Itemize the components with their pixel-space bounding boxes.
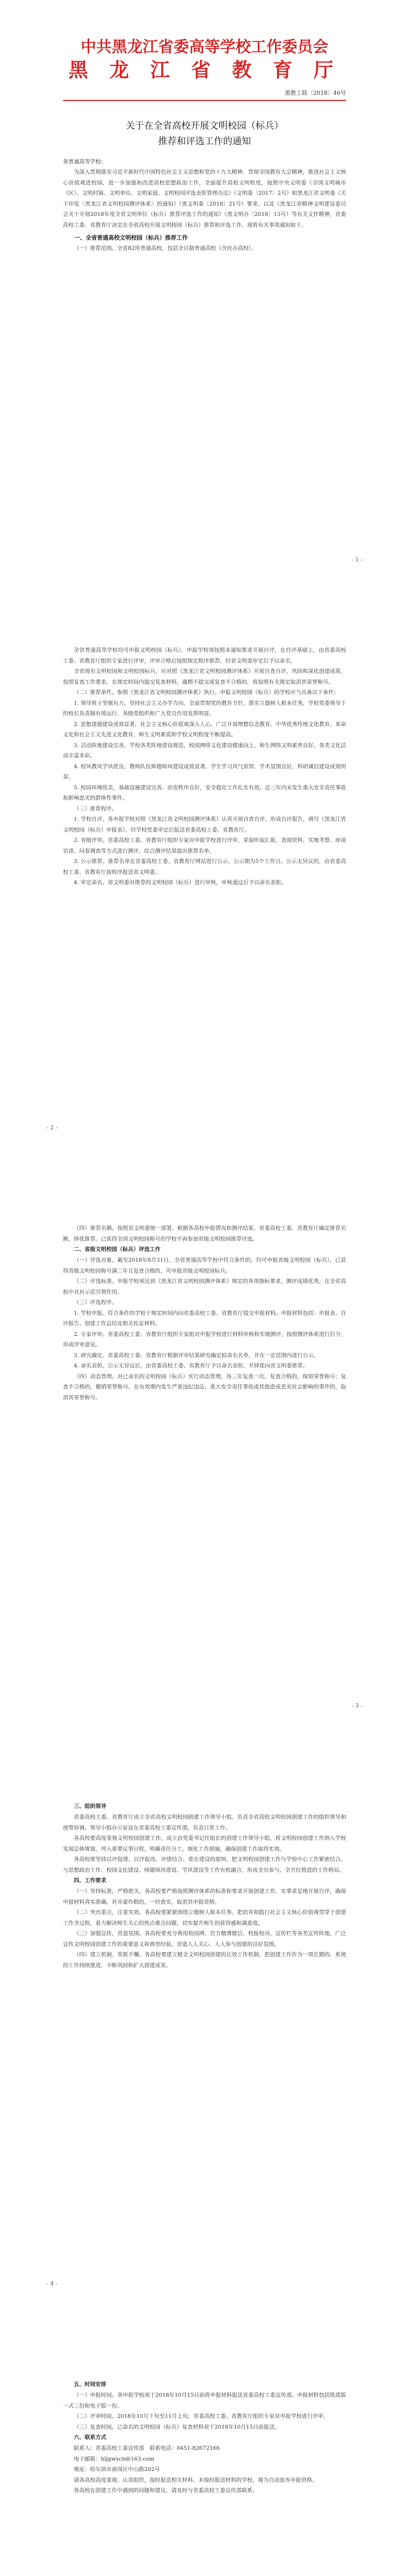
title-line-1: 关于在全省高校开展文明校园（标兵） [125, 121, 284, 131]
red-header-line1: 中共黑龙江省委高等学校工作委员会 [80, 38, 329, 56]
document-title [63, 118, 346, 149]
page-2 [0, 578, 409, 1156]
document-number: 黑教工联〔2018〕46号 [285, 90, 346, 96]
page-number: - 3 - [351, 1702, 363, 1709]
paragraph: （一）评选对象。截至2018年8月31日，全省普通高等学校中符合条件的，均可申报省级文明校园（标兵），已获得省级文明校园称号满三年且复查合格的，可申报省级文明校园标兵。 [63, 1257, 346, 1274]
paragraph: 全省普通高等学校均可申报文明校园（标兵），申报学校须按照本通知要求开展自评，在自评基础上，由省委高校工委、省教育厅组织专家进行评审，评审合格后按照规定程序推荐，经省文明委审定后予以命名。 [63, 647, 346, 664]
section-4-heading: 四、工作要求 [74, 1877, 106, 1884]
paragraph: （一）申报时间。各申报学校须于2018年10月15日前将申报材料报送省委高校工委宣传部。申报材料包括纸质版一式三份和电子版一份。 [63, 2392, 346, 2409]
section-3-heading: 三、组织领导 [74, 1803, 106, 1809]
page-number: - 2 - [46, 1124, 58, 1131]
paragraph: 请各高校高度重视，认真组织，按时报送相关材料。未按时报送材料的学校，视为自动放弃申报资格。 [74, 2477, 318, 2483]
paragraph: 1. 学校申报。符合条件的学校于规定时间内向省委高校工委、省教育厅提交申报材料。申报材料包括：申报表、自评报告、创建工作总结及相关佐证材料。 [63, 1310, 346, 1327]
title-line-2: 推荐和评选工作的通知 [158, 136, 251, 147]
paragraph: （二）评审时间。2018年10月下旬至11月上旬，省委高校工委、省教育厅组织专家对申报学校进行评审。 [74, 2413, 329, 2419]
contact-person: 联系人：省委高校工委宣传部 联系电话：0451-82672166 [74, 2445, 220, 2451]
paragraph: （二）评选标准。申报学校须达到《黑龙江省文明校园测评体系》规定的各项指标要求，测评成绩优秀，在全省高校中具有示范引领作用。 [63, 1278, 346, 1295]
paragraph: 3. 公示推荐。推荐名单在省委高校工委、省教育厅网站进行公示，公示期为5个工作日。公示无异议的，由省委高校工委、省教育厅按程序报送省文明委。 [63, 858, 346, 875]
paragraph: 1. 领导班子坚强有力，坚持社会主义办学方向，全面贯彻党的教育方针，落实立德树人根本任务，学校党委领导下的校长负责制有效运行，各级党组织和广大党员作用发挥明显。 [63, 700, 346, 717]
paragraph: 各高校要高度重视文明校园创建工作，成立由党委书记任组长的创建工作领导小组，将文明校园创建工作纳入学校发展总体规划，列入重要议事日程，明确责任分工，细化工作措施，确保创建工作取得实效。 [63, 1835, 346, 1852]
paragraph: （二）突出重点，注重实效。各高校要紧紧围绕立德树人根本任务，把培育和践行社会主义核心价值观贯穿于创建工作全过程，着力解决师生关心的热点难点问题，切实提升师生的获得感和满意度。 [63, 1909, 346, 1926]
paragraph: 4. 命名表彰。公示无异议后，由省委高校工委、省教育厅予以命名表彰，并择优向省文明委推荐。 [74, 1363, 308, 1369]
page-5 [0, 2312, 409, 2576]
section-1-scope: （一）推荐范围。全省82所普通高校，包括全日制普通高校（含民办高校）。 [74, 245, 257, 251]
section-6-heading: 六、联系方式 [74, 2434, 106, 2441]
page-3 [0, 1156, 409, 1734]
paragraph: （三）加强宣传，营造氛围。各高校要充分利用校园网、官方微博微信、校报校刊、宣传栏等各类宣传阵地，广泛宣传文明校园创建工作的重要意义和典型经验，营造人人关心、人人参与创建的良好氛围。 [63, 1930, 346, 1947]
section-2-heading: 二、省级文明校园（标兵）评选工作 [74, 1246, 160, 1252]
paragraph: （三）复查时间。已命名的文明校园（标兵）复查材料须于2018年10月15日前报送。 [74, 2424, 280, 2430]
page-4 [0, 1734, 409, 2312]
paragraph: （四）建立机制，常抓不懈。各高校要建立健全文明校园创建的长效工作机制，把创建工作作为一项长期的、系统的工作持续推进，不断巩固和扩大创建成果。 [63, 1952, 346, 1969]
page-number: - 4 - [46, 2280, 58, 2287]
contact-address: 地址：哈尔滨市南岗区中山路202号 [74, 2466, 160, 2472]
paragraph: 各高校要坚持以评促建、以评促改、评建结合、重在建设的原则，把文明校园创建工作与学校中心工作紧密结合，与思想政治工作、校园文化建设、师德师风建设、学风建设等工作有机融合，形成全员参与、全方位推进的工作格局。 [63, 1856, 346, 1873]
paragraph: （三）推荐程序。 [74, 805, 117, 812]
paragraph: 4. 校风教风学风优良，教师队伍师德师风建设成效显著，学生学习风气浓厚，学术氛围良好，科研诚信建设成效明显。 [63, 763, 346, 780]
paragraph: （四）推荐名额。按照省文明委统一部署，根据各高校申报情况和测评结果，省委高校工委、省教育厅确定推荐名额，择优推荐。已获得全国文明校园称号的学校不再参加省级文明校园推荐评选。 [63, 1225, 346, 1242]
paragraph: （三）评选程序。 [74, 1299, 117, 1306]
paragraph: 2. 省级评审。省委高校工委、省教育厅组织专家对申报学校进行评审，采取听取汇报、查阅资料、实地考察、座谈访谈、问卷调查等方式进行测评，综合测评结果提出推荐名单。 [63, 837, 346, 854]
paragraph: 5. 校园环境优美，基础设施建设完善，治安秩序良好，安全稳定工作扎实有效，近三年内未发生重大安全责任事故和影响恶劣的群体性事件。 [63, 784, 346, 801]
paragraph: 2. 专家评审。省委高校工委、省教育厅组织专家组对申报学校进行材料审核和实地测评，按照测评体系进行打分，形成评审意见。 [63, 1331, 346, 1348]
paragraph: 4. 审定命名。省文明委对推荐的文明校园（标兵）进行审核，审核通过后予以命名表彰。 [74, 879, 287, 886]
page-number: - 1 - [351, 556, 363, 563]
paragraph: 3. 研究确定。省委高校工委、省教育厅根据评审结果研究确定拟命名名单，并在一定范围内进行公示。 [74, 1352, 319, 1359]
paragraph: 1. 学校自评。各申报学校对照《黑龙江省文明校园测评体系》认真开展自查自评，形成自评报告，填写《黑龙江省文明校园（标兵）申报表》，经学校党委审定后报送省委高校工委、省教育厅。 [63, 816, 346, 833]
red-divider [63, 100, 346, 101]
section-5-heading: 五、时间安排 [74, 2381, 106, 2387]
paragraph: 省委高校工委、省教育厅成立全省高校文明校园创建工作领导小组，负责全省高校文明校园创建工作的组织领导和统筹协调。领导小组办公室设在省委高校工委宣传部，负责日常工作。 [63, 1814, 346, 1831]
paragraph: （四）动态管理。对已命名的文明校园（标兵）实行动态管理，每三年复查一次。复查合格的，保留荣誉称号；复查不合格的，撤销荣誉称号。在有效期内发生严重违纪违法、重大安全责任事故或其他造成恶劣社会影响的事件的，取消其荣誉称号。 [63, 1373, 346, 1401]
paragraph: 3. 活动阵地建设完善，学校各类阵地建设规范，校园网络文化建设健康向上，师生网络文明素养良好，各类文化活动丰富多彩。 [63, 742, 346, 759]
intro-paragraph: 为深入贯彻落实习近平新时代中国特色社会主义思想和党的十九大精神，贯彻全国教育大会精神，推进社会主义核心价值观进校园，进一步加强和改进高校思想政治工作，全面提升高校文明程度，按照中央文明委《全国文明城市（区）、文明村镇、文明单位、文明家庭、文明校园评选表彰管理办法》（文明委〔2017〕2号）和黑龙江省文明委《关于印发〈黑龙江省文明校园测评体系〉的通知》（黑文明委〔2018〕21号）要求，以及《黑龙江省精神文明建设委员会关于开展2018年度全省文明单位（标兵）推荐评选工作的通知》（黑文明办〔2018〕13号）等有关文件精神，省委高校工委、省教育厅决定在全省高校开展文明校园（标兵）推荐和评选工作，现将有关事项通知如下。 [63, 169, 346, 228]
page-1 [0, 0, 409, 578]
red-header-line2: 黑 龙 江 省 教 育 厅 [68, 58, 341, 81]
contact-email: 电子邮箱：hljgwxcb@163.com [74, 2455, 155, 2462]
section-1-heading: 一、全省普通高校文明校园（标兵）推荐工作 [74, 234, 188, 241]
salutation: 各普通高等学校： [63, 159, 106, 165]
paragraph: 2. 思想道德建设成效显著，社会主义核心价值观深入人心，广泛开展理想信念教育、中华优秀传统文化教育、革命文化和社会主义先进文化教育，师生文明素质和学校文明程度不断提高。 [63, 721, 346, 738]
paragraph: （二）推荐条件。参照《黑龙江省文明校园测评体系》执行。申报文明校园（标兵）的学校应当具备以下条件： [74, 689, 339, 696]
paragraph: 各高校在创建工作中遇到的问题和建议，请及时与省委高校工委宣传部联系。 [74, 2487, 258, 2494]
paragraph: 全省现有文明校园和文明校园标兵，应对照《黑龙江省文明校园测评体系》开展自查自评，巩固和深化创建成果，按照复查工作要求，在规定时间内提交复查材料，逾期不提交或复查不合格的，将按照有关规定取消其荣誉称号。 [63, 668, 346, 685]
paragraph: （一）坚持标准，严格把关。各高校要严格按照测评体系的标准和要求开展创建工作，实事求是地开展自评，确保申报材料真实准确。对弄虚作假的，一经查实，取消其申报资格。 [63, 1888, 346, 1905]
